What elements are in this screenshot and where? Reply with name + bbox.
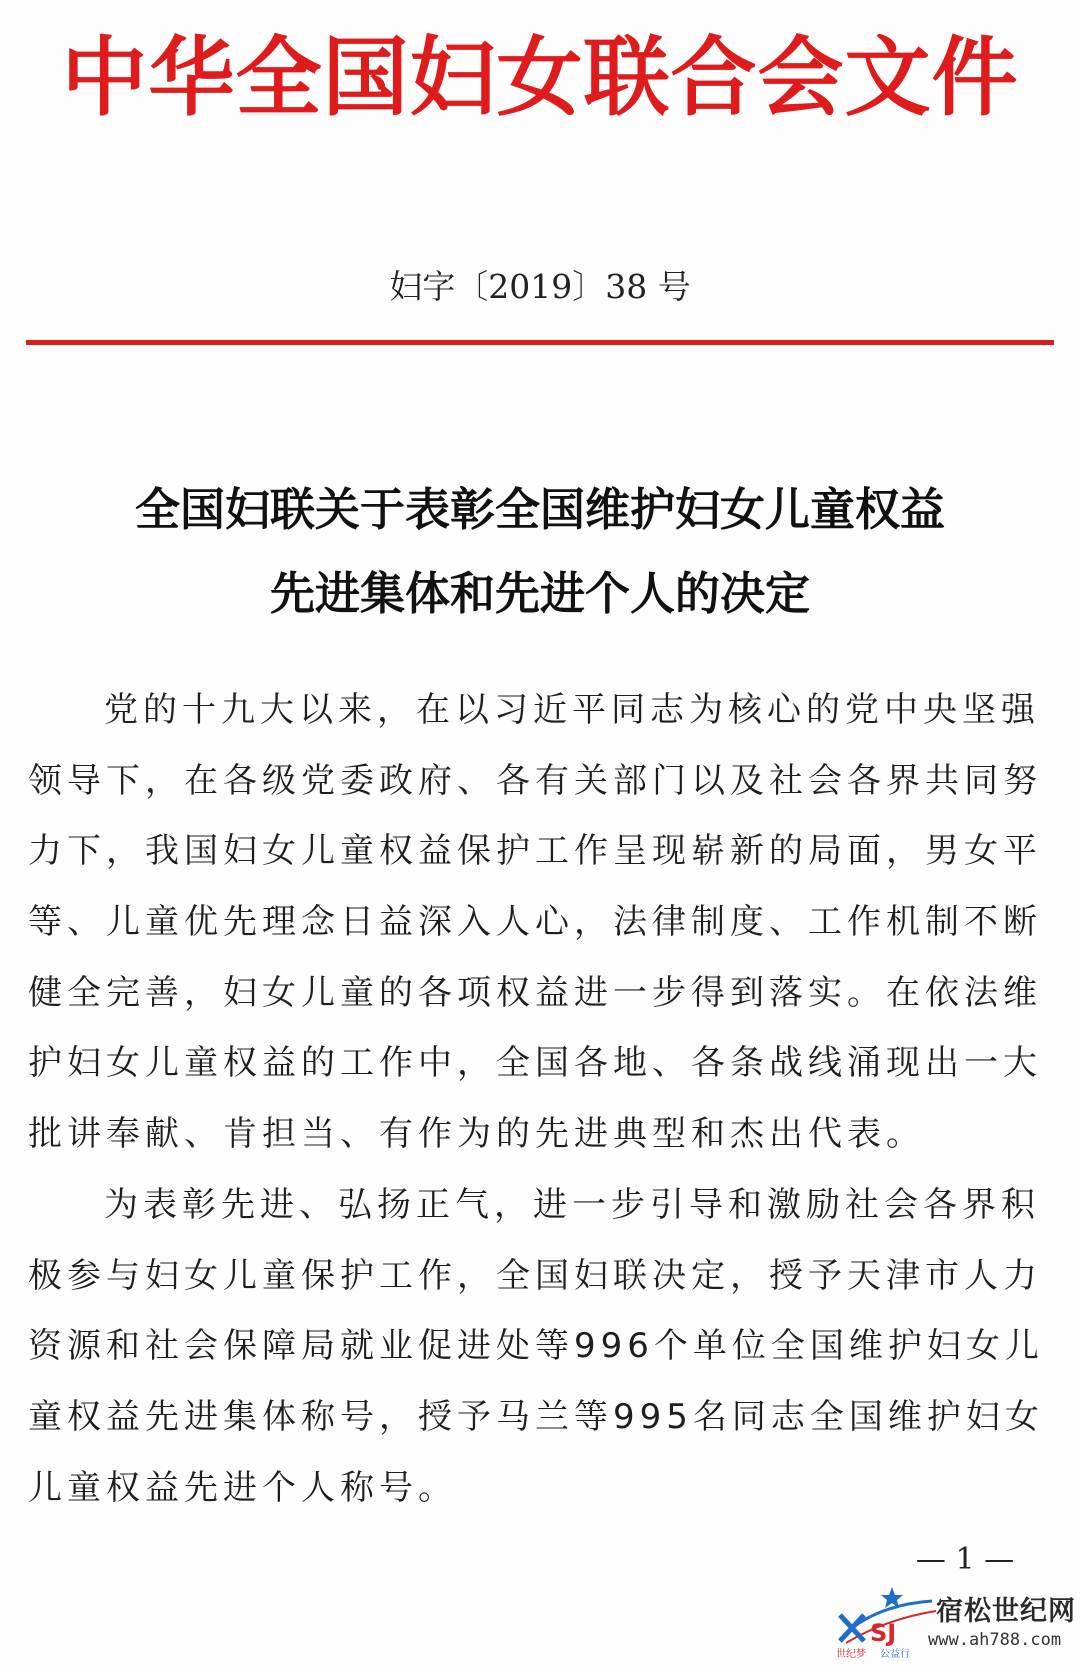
site-watermark [836,1585,1076,1665]
body-line: 为表彰先进、弘扬正气，进一步引导和激励社会各界积 [104,1184,1040,1225]
page-number: — 1 — [915,1542,1015,1577]
body-line: 极参与妇女儿童保护工作，全国妇联决定，授予天津市人力 [28,1255,1042,1296]
body-line: 护妇女儿童权益的工作中，全国各地、各条战线涌现出一大 [28,1043,1042,1084]
document-title-line-2: 先进集体和先进个人的决定 [269,567,810,620]
body-line: 党的十九大以来，在以习近平同志为核心的党中央坚强 [104,690,1040,730]
site-logo-text: SJ [870,1619,897,1647]
document-header-title: 中华全国妇女联合会文件 [61,27,1019,128]
document-body [28,675,1052,1523]
body-line: 力下，我国妇女儿童权益保护工作呈现崭新的局面，男女平 [28,831,1042,872]
watermark-tag-left: 世纪梦 [836,1649,866,1660]
body-line: 童权益先进集体称号，授予马兰等995名同志全国维护妇女 [28,1396,1044,1437]
red-divider-line [26,340,1054,345]
body-line: 资源和社会保障局就业促进处等996个单位全国维护妇女儿 [28,1326,1044,1367]
document-title [0,468,1080,636]
body-line: 健全完善，妇女儿童的各项权益进一步得到落实。在依法维 [28,972,1042,1013]
body-line: 等、儿童优先理念日益深入人心，法律制度、工作机制不断 [28,902,1042,943]
watermark-tag-right: 公益行 [880,1649,910,1660]
site-url: www.ah788.com [928,1630,1062,1650]
body-line: 批讲奉献、肯担当、有作为的先进典型和杰出代表。 [28,1114,925,1155]
body-line: 儿童权益先进个人称号。 [28,1467,457,1508]
document-title-line-1: 全国妇联关于表彰全国维护妇女儿童权益 [134,483,945,536]
document-number: 妇字〔2019〕38 号 [389,267,691,306]
site-name: 宿松世纪网 [936,1596,1076,1627]
body-line: 领导下，在各级党委政府、各有关部门以及社会各界共同努 [28,760,1042,801]
